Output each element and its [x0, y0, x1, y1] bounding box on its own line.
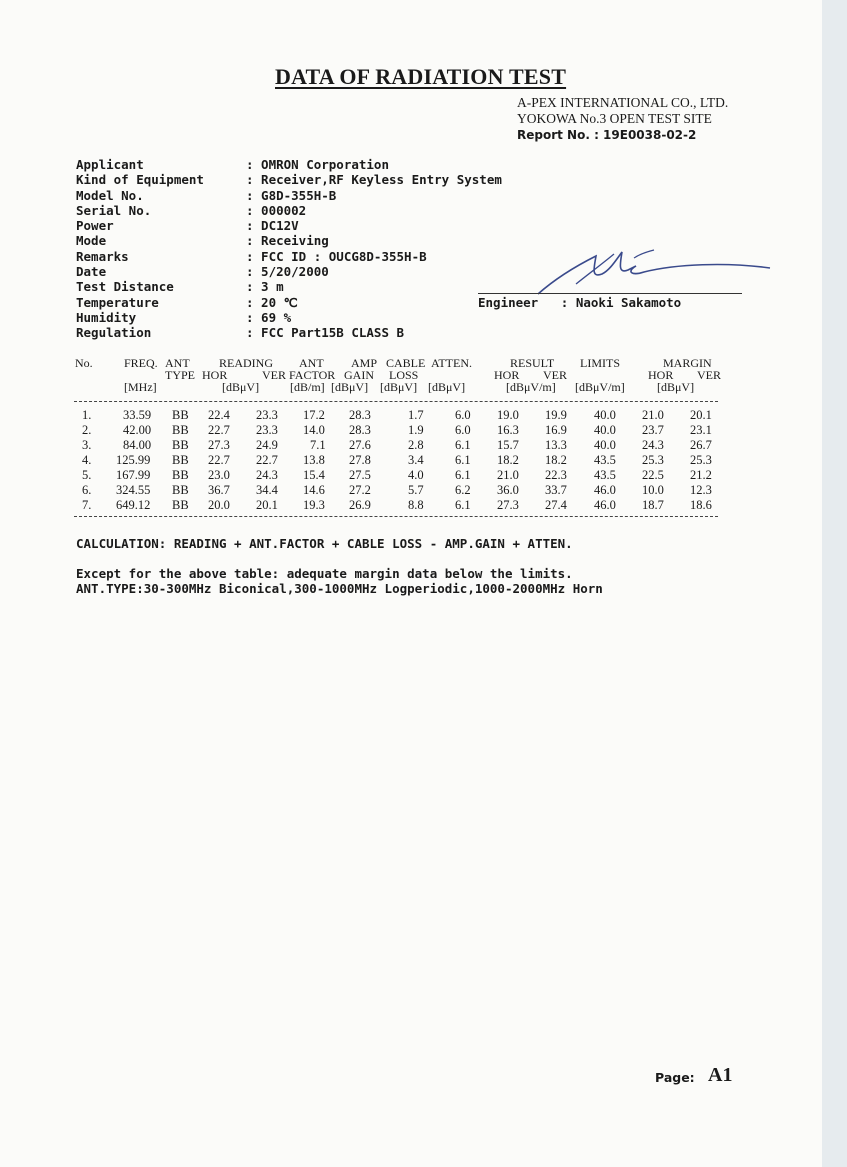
cell-freq: 84.00 [123, 438, 152, 452]
cell-result-hor: 15.7 [497, 438, 519, 452]
info-row [76, 157, 502, 172]
cell-atten: 6.1 [455, 438, 471, 452]
col-margin-hor: HOR [648, 368, 674, 382]
col-atten-header: ATTEN. [431, 356, 472, 370]
cell-cable-loss: 2.8 [408, 438, 424, 452]
info-row [76, 249, 502, 264]
info-row [76, 233, 502, 248]
cell-reading-hor: 23.0 [208, 468, 230, 482]
info-value: : FCC Part15B CLASS B [246, 325, 405, 341]
cell-cable-loss: 1.9 [408, 423, 424, 437]
cell-limit: 46.0 [594, 498, 616, 512]
page-label: Page: [655, 1070, 695, 1085]
antenna-type-note: ANT.TYPE:30-300MHz Biconical,300-1000MHz Logperiodic,1000-2000MHz Horn [76, 581, 603, 596]
margin-note: Except for the above table: adequate margin data below the limits. [76, 566, 573, 581]
cell-limit: 40.0 [594, 423, 616, 437]
cell-margin-ver: 25.3 [690, 453, 712, 467]
engineer-label: Engineer [478, 295, 539, 310]
cell-margin-hor: 22.5 [642, 468, 664, 482]
cell-amp-gain: 27.2 [349, 483, 371, 497]
signature-line [478, 293, 742, 294]
info-row [76, 279, 502, 294]
cell-margin-ver: 23.1 [690, 423, 712, 437]
info-label: Power [76, 218, 114, 234]
cell-atten: 6.1 [455, 498, 471, 512]
cell-result-hor: 18.2 [497, 453, 519, 467]
info-value: : 20 ℃ [246, 294, 298, 310]
page-number: A1 [708, 1064, 733, 1086]
calculation-formula: CALCULATION: READING + ANT.FACTOR + CABLE LOSS - AMP.GAIN + ATTEN. [76, 536, 573, 551]
col-amp-unit: [dBμV] [331, 380, 369, 394]
cell-ant-factor: 7.1 [310, 438, 326, 452]
cell-margin-hor: 10.0 [642, 483, 664, 497]
cell-amp-gain: 27.5 [349, 468, 371, 482]
col-limits-unit: [dBμV/m] [575, 380, 625, 394]
cell-margin-ver: 12.3 [690, 483, 712, 497]
cell-margin-ver: 26.7 [690, 438, 712, 452]
cell-ant-factor: 14.0 [303, 423, 325, 437]
cell-reading-ver: 34.4 [256, 483, 278, 497]
cell-no: 4. [82, 453, 92, 467]
cell-result-hor: 27.3 [497, 498, 519, 512]
cell-limit: 40.0 [594, 408, 616, 422]
cell-cable-loss: 3.4 [408, 453, 424, 467]
cell-reading-ver: 24.3 [256, 468, 278, 482]
cell-reading-ver: 22.7 [256, 453, 278, 467]
cell-no: 3. [82, 438, 92, 452]
document-title: DATA OF RADIATION TEST [275, 64, 567, 89]
col-reading-ver: VER [262, 368, 286, 382]
cell-freq: 324.55 [116, 483, 151, 497]
cell-reading-hor: 22.4 [208, 408, 230, 422]
info-label: Remarks [76, 248, 129, 264]
cell-atten: 6.0 [455, 408, 471, 422]
cell-no: 6. [82, 483, 92, 497]
info-value: : 69 % [246, 309, 292, 325]
cell-ant-factor: 14.6 [303, 483, 325, 497]
cell-margin-hor: 24.3 [642, 438, 664, 452]
info-row [76, 295, 502, 310]
cell-reading-ver: 20.1 [256, 498, 278, 512]
info-value: : G8D-355H-B [246, 187, 337, 203]
info-row [76, 172, 502, 187]
cell-margin-ver: 20.1 [690, 408, 712, 422]
cell-limit: 43.5 [594, 468, 616, 482]
col-result-hor: HOR [494, 368, 520, 382]
cell-no: 5. [82, 468, 92, 482]
col-amp-gain-header: GAIN [344, 368, 374, 382]
info-label: Model No. [76, 187, 144, 203]
cell-freq: 649.12 [116, 498, 151, 512]
info-value: : OMRON Corporation [246, 157, 389, 172]
cell-freq: 33.59 [123, 408, 152, 422]
col-freq-header: FREQ. [124, 356, 158, 370]
info-value: : DC12V [246, 218, 299, 234]
cell-amp-gain: 28.3 [349, 408, 371, 422]
company-name: A-PEX INTERNATIONAL CO., LTD. [517, 95, 729, 110]
cell-result-ver: 16.9 [545, 423, 567, 437]
cell-result-ver: 22.3 [545, 468, 567, 482]
cell-ant: BB [172, 468, 189, 482]
info-label: Kind of Equipment [76, 172, 204, 188]
cell-freq: 125.99 [116, 453, 151, 467]
engineer-block [478, 295, 681, 310]
cell-result-hor: 16.3 [497, 423, 519, 437]
cell-ant: BB [172, 438, 189, 452]
cell-atten: 6.1 [455, 453, 471, 467]
engineer-name: : Naoki Sakamoto [560, 295, 682, 310]
col-result-ver: VER [543, 368, 567, 382]
col-freq-unit: [MHz] [124, 380, 157, 394]
signature-image [536, 248, 772, 298]
cell-limit: 40.0 [594, 438, 616, 452]
col-ant-header: ANT [165, 356, 190, 370]
info-row [76, 188, 502, 203]
cell-ant: BB [172, 408, 189, 422]
cell-ant: BB [172, 483, 189, 497]
cell-ant-factor: 15.4 [303, 468, 325, 482]
col-ant-type-header: TYPE [165, 368, 195, 382]
col-reading-unit: [dBμV] [222, 380, 260, 394]
cell-amp-gain: 28.3 [349, 423, 371, 437]
cell-reading-hor: 22.7 [208, 423, 230, 437]
col-cable-header: CABLE [386, 356, 426, 370]
col-reading-header: READING [219, 356, 273, 370]
col-amp-header: AMP [351, 356, 378, 370]
col-result-unit: [dBμV/m] [506, 380, 556, 394]
col-antfactor-unit: [dB/m] [290, 380, 325, 394]
cell-reading-ver: 23.3 [256, 408, 278, 422]
cell-reading-hor: 27.3 [208, 438, 230, 452]
info-value: : 5/20/2000 [246, 264, 329, 280]
cell-amp-gain: 27.8 [349, 453, 371, 467]
col-limits-header: LIMITS [580, 356, 620, 370]
col-atten-unit: [dBμV] [428, 380, 466, 394]
cell-result-hor: 19.0 [497, 408, 519, 422]
info-row [76, 203, 502, 218]
col-cable-loss-header: LOSS [389, 368, 419, 382]
cell-no: 2. [82, 423, 92, 437]
info-value: : 3 m [246, 279, 284, 295]
scan-edge [822, 0, 847, 1167]
cell-reading-ver: 24.9 [256, 438, 278, 452]
cell-result-hor: 36.0 [497, 483, 519, 497]
info-row [76, 264, 502, 279]
report-number: Report No. : 19E0038-02-2 [517, 128, 697, 142]
cell-no: 7. [82, 498, 92, 512]
info-value: : 000002 [246, 202, 307, 218]
cell-reading-ver: 23.3 [256, 423, 278, 437]
cell-result-ver: 13.3 [545, 438, 567, 452]
cell-ant-factor: 19.3 [303, 498, 325, 512]
cell-amp-gain: 27.6 [349, 438, 371, 452]
info-label: Regulation [76, 325, 152, 341]
cell-margin-ver: 18.6 [690, 498, 712, 512]
cell-reading-hor: 22.7 [208, 453, 230, 467]
cell-margin-hor: 23.7 [642, 423, 664, 437]
cell-cable-loss: 1.7 [408, 408, 424, 422]
cell-no: 1. [82, 408, 92, 422]
col-no-header: No. [75, 356, 93, 370]
cell-limit: 43.5 [594, 453, 616, 467]
cell-atten: 6.0 [455, 423, 471, 437]
info-label: Test Distance [76, 279, 174, 295]
info-row [76, 310, 502, 325]
cell-margin-hor: 18.7 [642, 498, 664, 512]
col-margin-header: MARGIN [663, 356, 712, 370]
info-value: : FCC ID : OUCG8D-355H-B [246, 248, 427, 264]
info-label: Humidity [76, 309, 137, 325]
cell-atten: 6.2 [455, 483, 471, 497]
cell-ant-factor: 17.2 [303, 408, 325, 422]
cell-cable-loss: 8.8 [408, 498, 424, 512]
col-cable-unit: [dBμV] [380, 380, 418, 394]
table-bottom-rule [74, 516, 718, 517]
cell-amp-gain: 26.9 [349, 498, 371, 512]
cell-result-ver: 33.7 [545, 483, 567, 497]
cell-reading-hor: 20.0 [208, 498, 230, 512]
cell-reading-hor: 36.7 [208, 483, 230, 497]
col-result-header: RESULT [510, 356, 555, 370]
info-label: Serial No. [76, 202, 152, 218]
col-antfactor-header: ANT [299, 356, 324, 370]
company-block [517, 95, 728, 143]
info-label: Date [76, 264, 107, 280]
col-margin-ver: VER [697, 368, 721, 382]
cell-atten: 6.1 [455, 468, 471, 482]
info-value: : Receiver,RF Keyless Entry System [246, 172, 502, 188]
col-margin-unit: [dBμV] [657, 380, 695, 394]
info-row [76, 325, 502, 340]
cell-cable-loss: 4.0 [408, 468, 424, 482]
cell-freq: 42.00 [123, 423, 152, 437]
cell-margin-hor: 21.0 [642, 408, 664, 422]
cell-ant-factor: 13.8 [303, 453, 325, 467]
cell-result-ver: 19.9 [545, 408, 567, 422]
cell-ant: BB [172, 423, 189, 437]
cell-result-ver: 27.4 [545, 498, 567, 512]
info-label: Mode [76, 233, 107, 249]
col-antfactor-header-2: FACTOR [289, 368, 336, 382]
cell-result-ver: 18.2 [545, 453, 567, 467]
info-label: Temperature [76, 294, 159, 310]
info-value: : Receiving [246, 233, 329, 249]
cell-limit: 46.0 [594, 483, 616, 497]
info-label: Applicant [76, 157, 144, 172]
cell-result-hor: 21.0 [497, 468, 519, 482]
cell-ant: BB [172, 453, 189, 467]
cell-freq: 167.99 [116, 468, 151, 482]
table-top-rule [74, 401, 718, 402]
cell-cable-loss: 5.7 [408, 483, 424, 497]
test-site: YOKOWA No.3 OPEN TEST SITE [517, 111, 712, 126]
col-reading-hor: HOR [202, 368, 228, 382]
equipment-info [76, 157, 502, 341]
cell-margin-hor: 25.3 [642, 453, 664, 467]
info-row [76, 218, 502, 233]
cell-ant: BB [172, 498, 189, 512]
cell-margin-ver: 21.2 [690, 468, 712, 482]
